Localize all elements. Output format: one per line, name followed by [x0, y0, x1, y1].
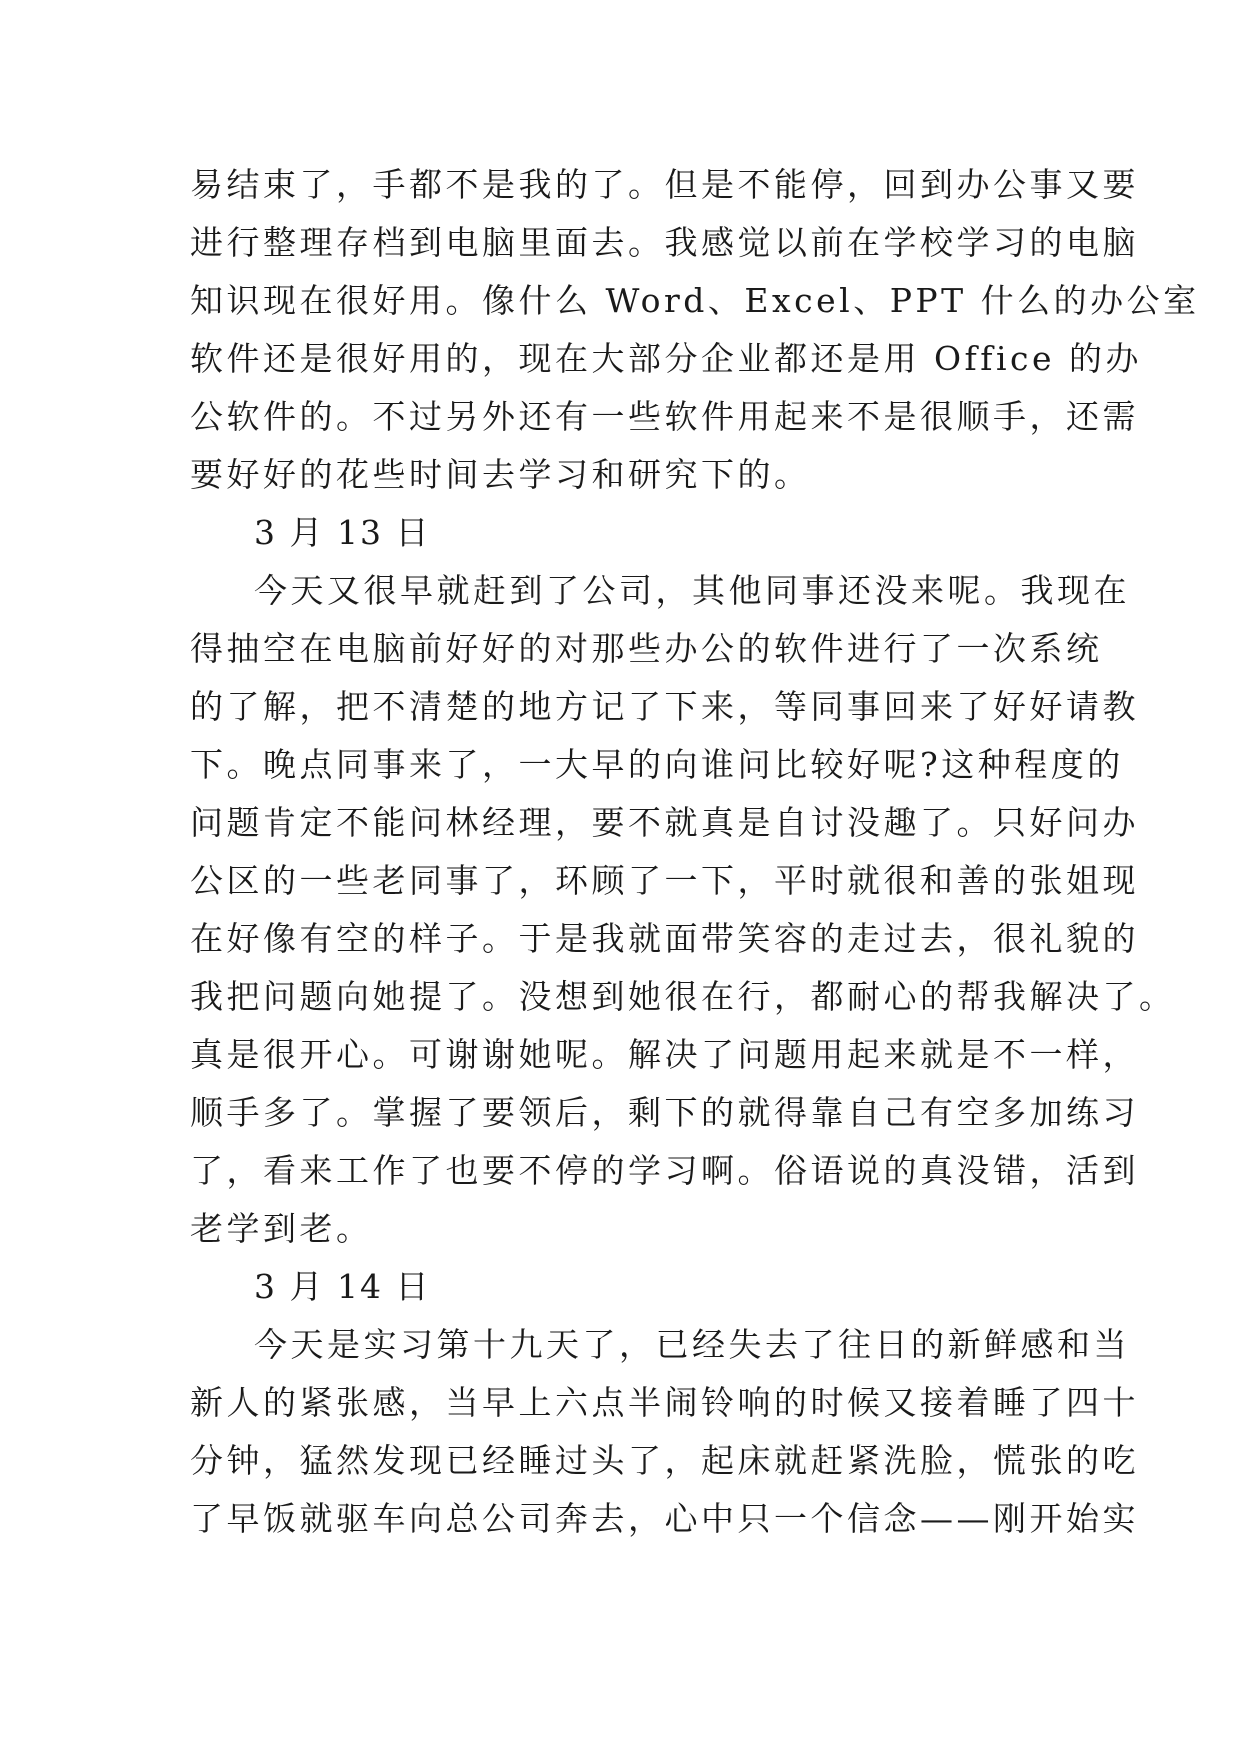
text-line: 问题肯定不能问林经理，要不就真是自讨没趣了。只好问办 — [190, 803, 1139, 842]
text-line: 分钟，猛然发现已经睡过头了，起床就赶紧洗脸，慌张的吃 — [190, 1441, 1139, 1480]
text-line: 今天又很早就赶到了公司，其他同事还没来呢。我现在 — [254, 571, 1130, 610]
text-line: 顺手多了。掌握了要领后，剩下的就得靠自己有空多加练习 — [190, 1093, 1139, 1132]
text-line: 公软件的。不过另外还有一些软件用起来不是很顺手，还需 — [190, 397, 1139, 436]
date-heading: 3 月 13 日 — [254, 513, 431, 552]
body-text — [190, 156, 1200, 1548]
text-line: 真是很开心。可谢谢她呢。解决了问题用起来就是不一样， — [190, 1035, 1139, 1074]
text-line: 老学到老。 — [190, 1209, 373, 1248]
text-line: 易结束了，手都不是我的了。但是不能停，回到办公事又要 — [190, 165, 1139, 204]
text-line: 下。晚点同事来了，一大早的向谁问比较好呢?这种程度的 — [190, 745, 1124, 784]
text-line: 了，看来工作了也要不停的学习啊。俗语说的真没错，活到 — [190, 1151, 1139, 1190]
date-heading: 3 月 14 日 — [254, 1267, 431, 1306]
text-line: 我把问题向她提了。没想到她很在行，都耐心的帮我解决了。 — [190, 977, 1176, 1016]
text-line: 进行整理存档到电脑里面去。我感觉以前在学校学习的电脑 — [190, 223, 1139, 262]
text-line: 了早饭就驱车向总公司奔去，心中只一个信念——刚开始实 — [190, 1499, 1139, 1538]
text-line: 今天是实习第十九天了，已经失去了往日的新鲜感和当 — [254, 1325, 1130, 1364]
text-line: 新人的紧张感，当早上六点半闹铃响的时候又接着睡了四十 — [190, 1383, 1139, 1422]
text-line: 知识现在很好用。像什么 Word、Excel、PPT 什么的办公室 — [190, 281, 1200, 320]
text-line: 公区的一些老同事了，环顾了一下，平时就很和善的张姐现 — [190, 861, 1139, 900]
text-line: 得抽空在电脑前好好的对那些办公的软件进行了一次系统 — [190, 629, 1103, 668]
text-line: 在好像有空的样子。于是我就面带笑容的走过去，很礼貌的 — [190, 919, 1139, 958]
text-line: 软件还是很好用的，现在大部分企业都还是用 Office 的办 — [190, 339, 1143, 378]
text-line: 要好好的花些时间去学习和研究下的。 — [190, 455, 811, 494]
text-line: 的了解，把不清楚的地方记了下来，等同事回来了好好请教 — [190, 687, 1139, 726]
